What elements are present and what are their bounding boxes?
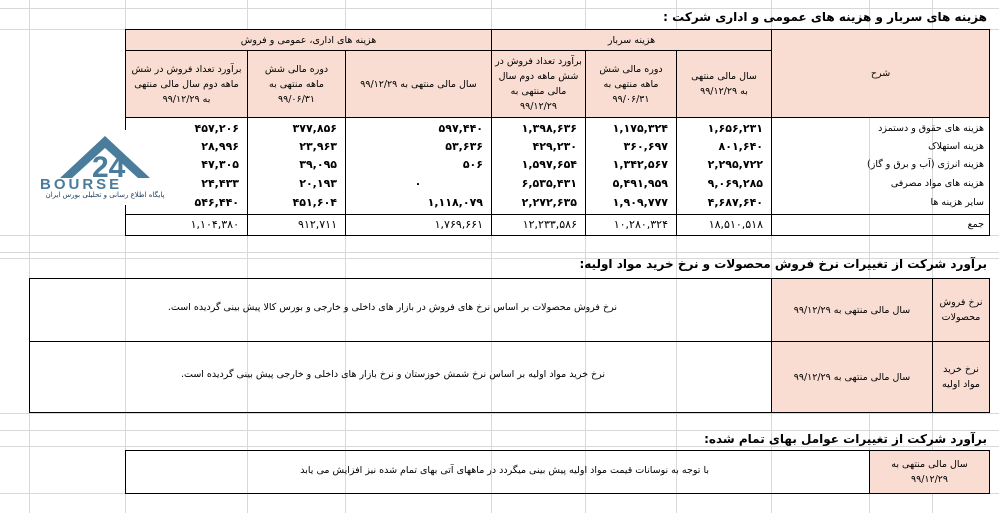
cell-total-h2-overhead: ۱۲,۲۳۳,۵۸۶ [522, 218, 577, 231]
cell-energy-year-admin: ۵۰۶ [462, 158, 483, 171]
rate-label-materials: نرخ خرید مواد اولیه [932, 341, 990, 413]
group-header-admin: هزینه های اداری، عمومی و فروش [125, 29, 492, 51]
col-header-h2-sales-overhead: برآورد تعداد فروش در شش ماهه دوم سال مالی منتهی به ۹۹/۱۲/۲۹ [491, 50, 586, 118]
row-label-energy: هزینه انرژی (آب و برق و گاز) [867, 159, 984, 170]
cell-depreciation-six-overhead: ۳۶۰,۶۹۷ [623, 140, 668, 153]
cell-consumables-six-overhead: ۵,۴۹۱,۹۵۹ [612, 177, 668, 190]
cell-other-h2-overhead: ۲,۲۷۲,۶۳۵ [521, 196, 577, 209]
logo-tagline: پایگاه اطلاع رسانی و تحلیلی بورس ایران [45, 191, 165, 199]
cell-total-h2-admin: ۱,۱۰۴,۳۸۰ [190, 218, 239, 231]
logo-number: 24 [92, 151, 126, 184]
section1-title: هزینه های سربار و هزینه های عمومی و اداری شرکت : [663, 10, 987, 24]
col-header-h2-sales-admin: برآورد تعداد فروش در شش ماهه دوم سال مالی منتهی به ۹۹/۱۲/۲۹ [125, 50, 248, 118]
cell-salaries-year-overhead: ۱,۶۵۶,۲۳۱ [707, 122, 763, 135]
cell-total-six-admin: ۹۱۲,۷۱۱ [298, 218, 337, 231]
cell-depreciation-h2-admin: ۲۸,۹۹۶ [201, 140, 239, 153]
cell-energy-year-overhead: ۲,۲۹۵,۷۲۲ [707, 158, 763, 171]
cell-energy-six-overhead: ۱,۳۴۲,۵۶۷ [612, 158, 668, 171]
cell-depreciation-six-admin: ۲۳,۹۶۳ [299, 140, 337, 153]
cell-total-year-overhead: ۱۸,۵۱۰,۵۱۸ [708, 218, 763, 231]
rate-period-materials: سال مالی منتهی به ۹۹/۱۲/۲۹ [771, 341, 933, 413]
cell-other-six-overhead: ۱,۹۰۹,۷۷۷ [612, 196, 668, 209]
cell-other-h2-admin: ۵۴۶,۴۴۰ [194, 196, 239, 209]
cell-total-six-overhead: ۱۰,۲۸۰,۳۲۴ [613, 218, 668, 231]
cell-consumables-h2-admin: ۲۴,۴۳۳ [201, 177, 239, 190]
rate-label-sales: نرخ فروش محصولات [932, 278, 990, 342]
cell-salaries-h2-admin: ۴۵۷,۲۰۶ [194, 122, 239, 135]
section3-title: برآورد شرکت از تغییرات عوامل بهای تمام شده: [704, 432, 987, 446]
logo-word: BOURSE [40, 176, 123, 190]
cell-salaries-h2-overhead: ۱,۳۹۸,۶۳۶ [521, 122, 577, 135]
rate-text-materials: نرخ خرید مواد اولیه بر اساس نرخ شمش خوزستان و نرخ بازار های داخلی و خارجی پیش بینی گردیده است. [180, 369, 605, 380]
cell-consumables-year-overhead: ۹,۰۶۹,۲۸۵ [707, 177, 763, 190]
row-label-salaries: هزینه های حقوق و دستمزد [878, 123, 984, 134]
row-label-other: سایر هزینه ها [930, 197, 984, 208]
cell-salaries-six-overhead: ۱,۱۷۵,۳۲۴ [612, 122, 668, 135]
row-label-total: جمع [967, 219, 984, 230]
col-header-year-overhead: سال مالی منتهی به ۹۹/۱۲/۲۹ [676, 50, 772, 118]
cell-depreciation-year-admin: ۵۳,۶۳۶ [445, 140, 483, 153]
bourse24-logo-mark [30, 130, 180, 190]
cell-depreciation-h2-overhead: ۴۲۹,۲۳۰ [532, 140, 577, 153]
cell-consumables-year-admin: ۰ [414, 177, 422, 190]
cell-consumables-h2-overhead: ۶,۵۳۵,۴۳۱ [521, 177, 577, 190]
row-label-consumables: هزینه های مواد مصرفی [890, 178, 984, 189]
group-header-overhead: هزینه سربار [491, 29, 772, 51]
col-header-description: شرح [771, 29, 990, 118]
rate-period-sales: سال مالی منتهی به ۹۹/۱۲/۲۹ [771, 278, 933, 342]
cell-energy-six-admin: ۳۹,۰۹۵ [299, 158, 337, 171]
col-header-six-month-admin: دوره مالی شش ماهه منتهی به ۹۹/۰۶/۳۱ [247, 50, 346, 118]
cell-energy-h2-overhead: ۱,۵۹۷,۶۵۴ [521, 158, 577, 171]
row-label-depreciation: هزینه استهلاک [928, 141, 984, 152]
cost-text: با توجه به نوسانات قیمت مواد اولیه پیش بینی میگردد در ماههای آتی بهای تمام شده نیز افزایش می یابد [300, 465, 709, 476]
cell-depreciation-year-overhead: ۸۰۱,۶۴۰ [718, 140, 763, 153]
cell-total-year-admin: ۱,۷۶۹,۶۶۱ [434, 218, 483, 231]
col-header-six-month-overhead: دوره مالی شش ماهه منتهی به ۹۹/۰۶/۳۱ [585, 50, 677, 118]
cell-salaries-six-admin: ۳۷۷,۸۵۶ [292, 122, 337, 135]
cost-period: سال مالی منتهی به ۹۹/۱۲/۲۹ [869, 450, 990, 494]
bourse24-logo [30, 130, 180, 205]
cell-salaries-year-admin: ۵۹۷,۴۴۰ [438, 122, 483, 135]
cell-other-six-admin: ۴۵۱,۶۰۴ [292, 196, 337, 209]
cell-energy-h2-admin: ۴۷,۳۰۵ [201, 158, 239, 171]
col-header-year-admin: سال مالی منتهی به ۹۹/۱۲/۲۹ [345, 50, 492, 118]
rate-text-sales: نرخ فروش محصولات بر اساس نرخ های فروش در بازار های داخلی و خارجی و بورس کالا پیش بینی گردیده است. [167, 302, 617, 313]
cell-other-year-admin: ۱,۱۱۸,۰۷۹ [427, 196, 483, 209]
cell-other-year-overhead: ۴,۶۸۷,۶۴۰ [707, 196, 763, 209]
cell-consumables-six-admin: ۲۰,۱۹۳ [299, 177, 337, 190]
section2-title: برآورد شرکت از تغییرات نرخ فروش محصولات و نرخ خرید مواد اولیه: [579, 257, 987, 271]
